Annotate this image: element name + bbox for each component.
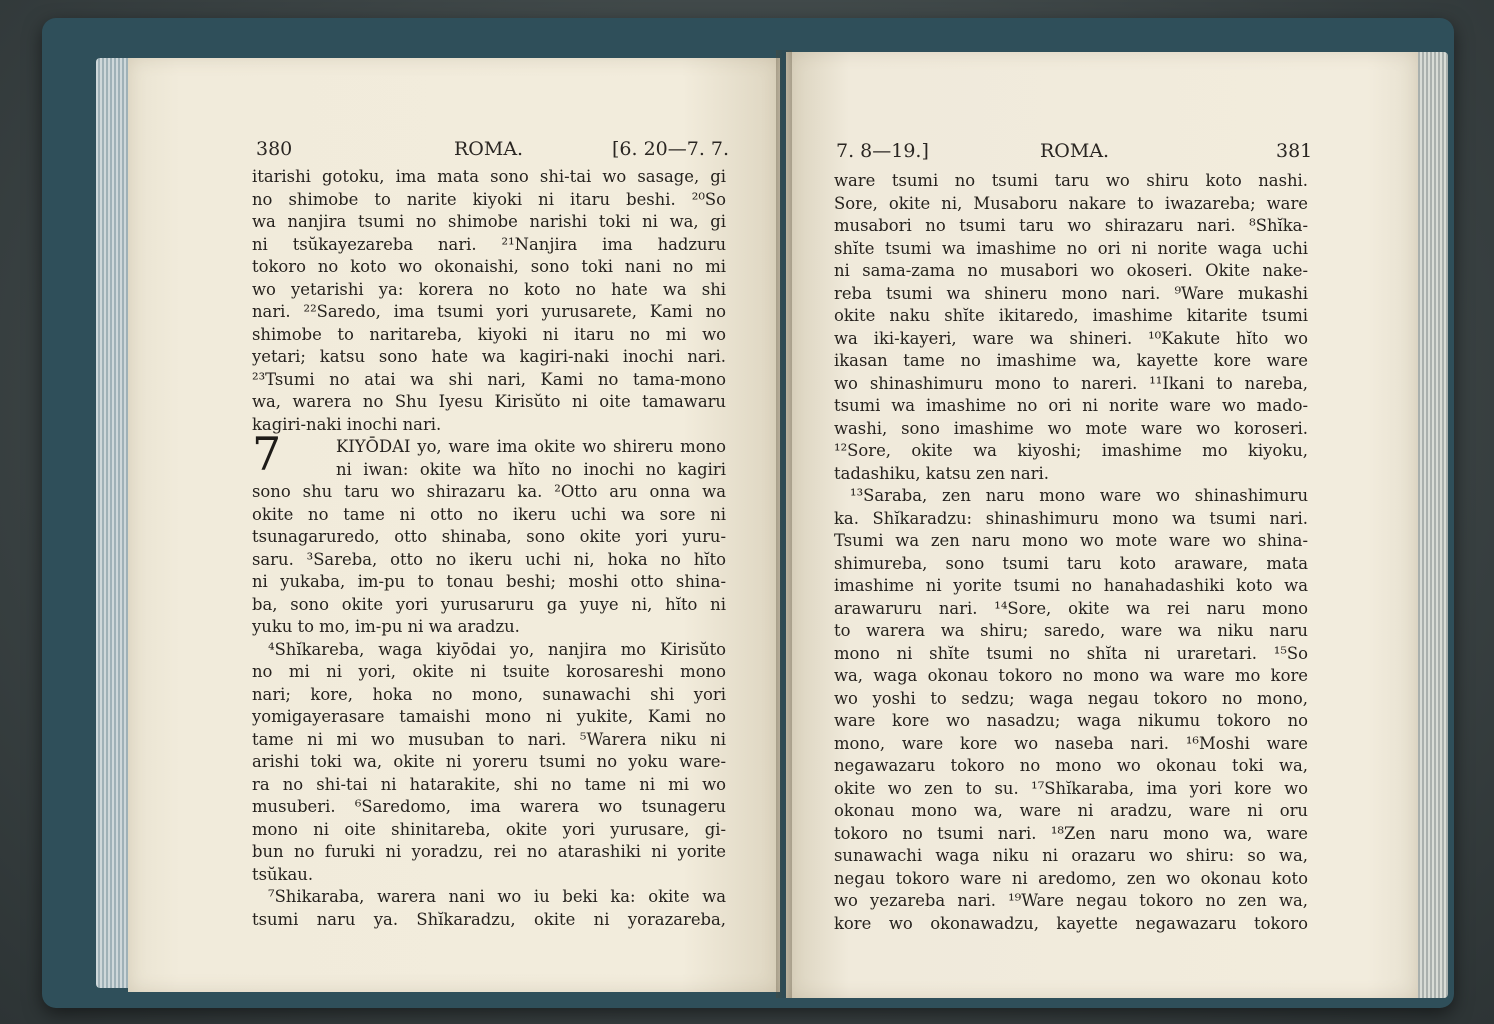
text-line: sono shu taru wo shirazaru ka. ²Otto aru onna wa xyxy=(252,482,726,501)
text-line: okonau mono wa, ware ni aradzu, ware ni oru xyxy=(834,801,1308,820)
text-line: tadashiku, katsu zen nari. xyxy=(834,463,1049,483)
text-line: tokoro no koto wo okonaishi, sono toki nani no mi xyxy=(252,257,726,276)
text-line: ba, sono okite yori yurusaruru ga yuye ni, hĭto ni xyxy=(252,594,726,614)
left-running-title: ROMA. xyxy=(454,138,524,160)
text-line: mono, ware kore wo naseba nari. ¹⁶Moshi ware xyxy=(834,733,1308,753)
text-line: tsumi naru ya. Shĭkaradzu, okite ni yorazareba, xyxy=(252,909,726,929)
chapter-first-line: KIYŌDAI yo, ware ima okite wo shireru mono xyxy=(336,437,726,456)
text-line: okite naku shĭte ikitaredo, imashime kitarite tsumi xyxy=(834,306,1308,325)
right-text-column xyxy=(834,170,1308,935)
text-line: musabori no tsumi taru wo shirazaru nari. ⁸Shĭka- xyxy=(834,216,1308,235)
text-line: negawazaru tokoro no mono wo okonau toki wa, xyxy=(834,756,1308,775)
text-line: bun no furuki ni yoradzu, rei no atarashiki ni yorite xyxy=(252,842,726,861)
left-verse-reference: [6. 20—7. 7. xyxy=(612,138,730,160)
text-line: ²³Tsumi no atai wa shi nari, Kami no tama-mono xyxy=(252,369,726,389)
text-line: wa iki-kayeri, ware wa shineri. ¹⁰Kakute hĭto wo xyxy=(834,328,1308,348)
text-line: imashime ni yorite tsumi no hanahadashiki koto wa xyxy=(834,576,1308,595)
text-line: ⁷Shikaraba, warera nani wo iu beki ka: okite wa xyxy=(268,887,726,906)
text-line: kagiri-naki inochi nari. xyxy=(252,414,442,434)
text-line: sunawachi waga niku ni orazaru wo shiru: so wa, xyxy=(834,846,1308,865)
text-line: no shimobe to narite kiyoki ni itaru beshi. ²⁰So xyxy=(252,189,726,209)
text-line: mono ni oite shinitareba, okite yori yurusare, gi- xyxy=(252,819,726,839)
text-line: arawaruru nari. ¹⁴Sore, okite wa rei naru mono xyxy=(834,598,1308,618)
right-running-title: ROMA. xyxy=(1040,140,1110,162)
text-line: ware kore wo nasadzu; waga nikumu tokoro no xyxy=(834,711,1308,730)
book-gutter xyxy=(776,50,792,998)
text-line: tsŭkau. xyxy=(252,864,314,884)
text-line: wa, waga okonau tokoro no mono wa ware mo kore xyxy=(834,666,1308,685)
text-line: itarishi gotoku, ima mata sono shi-tai wo sasage, gi xyxy=(252,167,726,186)
text-line: tsunagaruredo, otto shinaba, sono okite yori yuru- xyxy=(252,527,726,546)
text-line: wa, warera no Shu Iyesu Kirisŭto ni oite tamawaru xyxy=(252,392,726,411)
text-line: ¹³Saraba, zen naru mono ware wo shinashimuru xyxy=(850,486,1308,505)
text-line: okite no tame ni otto no ikeru uchi wa sore ni xyxy=(252,504,726,524)
text-line: ⁴Shĭkareba, waga kiyōdai yo, nanjira mo Kirisŭto xyxy=(268,639,726,659)
left-text-column xyxy=(252,166,726,931)
left-page-edges xyxy=(96,58,132,988)
text-line: ¹²Sore, okite wa kiyoshi; imashime mo kiyoku, xyxy=(834,441,1308,460)
text-line: shĭte tsumi wa imashime no ori ni norite waga uchi xyxy=(834,238,1308,258)
text-line: ikasan tame no imashime wa, kayette kore ware xyxy=(834,351,1308,370)
text-line: ka. Shĭkaradzu: shinashimuru mono wa tsumi nari. xyxy=(834,508,1308,528)
text-line: wo shinashimuru mono to nareri. ¹¹Ikani to nareba, xyxy=(834,373,1308,393)
text-line: nari. ²²Saredo, ima tsumi yori yurusarete, Kami no xyxy=(252,302,726,321)
text-line: wo yoshi to sedzu; waga negau tokoro no mono, xyxy=(834,688,1308,708)
text-line: mono ni shĭte tsumi no shĭta ni uraretari. ¹⁵So xyxy=(834,643,1308,663)
text-line: shimobe to naritareba, kiyoki ni itaru no mi wo xyxy=(252,324,726,344)
text-line: kore wo okonawadzu, kayette negawazaru tokoro xyxy=(834,913,1308,933)
text-line: tsumi wa imashime no ori ni norite ware wo mado- xyxy=(834,396,1308,415)
text-line: Tsumi wa zen naru mono wo mote ware wo shina- xyxy=(834,531,1308,550)
chapter-opening xyxy=(252,427,726,481)
text-line: ni yukaba, im-pu to tonau beshi; moshi otto shina- xyxy=(252,572,726,591)
text-line: yomigayerasare tamaishi mono ni yukite, Kami no xyxy=(252,707,726,726)
text-line: wo yezareba nari. ¹⁹Ware negau tokoro no zen wa, xyxy=(834,891,1308,910)
chapter-second-line: ni iwan: okite wa hĭto no inochi no kagiri xyxy=(336,459,726,479)
text-line: ware tsumi no tsumi taru wo shiru koto nashi. xyxy=(834,171,1308,190)
text-line: musuberi. ⁶Saredomo, ima warera wo tsunageru xyxy=(252,797,726,816)
text-line: negau tokoro ware ni aredomo, zen wo okonau koto xyxy=(834,868,1308,888)
text-line: washi, sono imashime wo mote ware wo koroseri. xyxy=(834,418,1308,438)
left-page-number: 380 xyxy=(256,138,293,160)
text-line: tokoro no tsumi nari. ¹⁸Zen naru mono wa, ware xyxy=(834,823,1308,843)
right-page-number: 381 xyxy=(1276,140,1313,162)
text-line: to warera wa shiru; saredo, ware wa niku naru xyxy=(834,621,1308,640)
chapter-number: 7 xyxy=(252,427,282,481)
text-line: no mi ni yori, okite ni tsuite korosareshi mono xyxy=(252,662,726,681)
right-verse-reference: 7. 8—19.] xyxy=(836,140,929,162)
text-line: wa nanjira tsumi no shimobe narishi toki ni wa, gi xyxy=(252,212,726,231)
text-line: ni tsŭkayezareba nari. ²¹Nanjira ima hadzuru xyxy=(252,234,726,254)
text-line: nari; kore, hoka no mono, sunawachi shi yori xyxy=(252,684,726,704)
text-line: yetari; katsu sono hate wa kagiri-naki inochi nari. xyxy=(252,347,726,366)
text-line: ra no shi-tai ni hatarakite, shi no tame ni mi wo xyxy=(252,774,726,794)
text-line: reba tsumi wa shineru mono nari. ⁹Ware mukashi xyxy=(834,283,1308,303)
text-line: wo yetarishi ya: korera no koto no hate wa shi xyxy=(252,279,726,299)
text-line: shimureba, sono tsumi taru koto araware, mata xyxy=(834,553,1308,573)
text-line: Sore, okite ni, Musaboru nakare to iwazareba; ware xyxy=(834,193,1308,213)
text-line: ni sama-zama no musabori wo okoseri. Okite nake- xyxy=(834,261,1308,280)
text-line: arishi toki wa, okite ni yoreru tsumi no yoku ware- xyxy=(252,752,726,771)
text-line: saru. ³Sareba, otto no ikeru uchi ni, hoka no hĭto xyxy=(252,549,726,569)
text-line: tame ni mi wo musuban to nari. ⁵Warera niku ni xyxy=(252,729,726,749)
text-line: yuku to mo, im-pu ni wa aradzu. xyxy=(252,617,520,636)
text-line: okite wo zen to su. ¹⁷Shĭkaraba, ima yori kore wo xyxy=(834,778,1308,798)
